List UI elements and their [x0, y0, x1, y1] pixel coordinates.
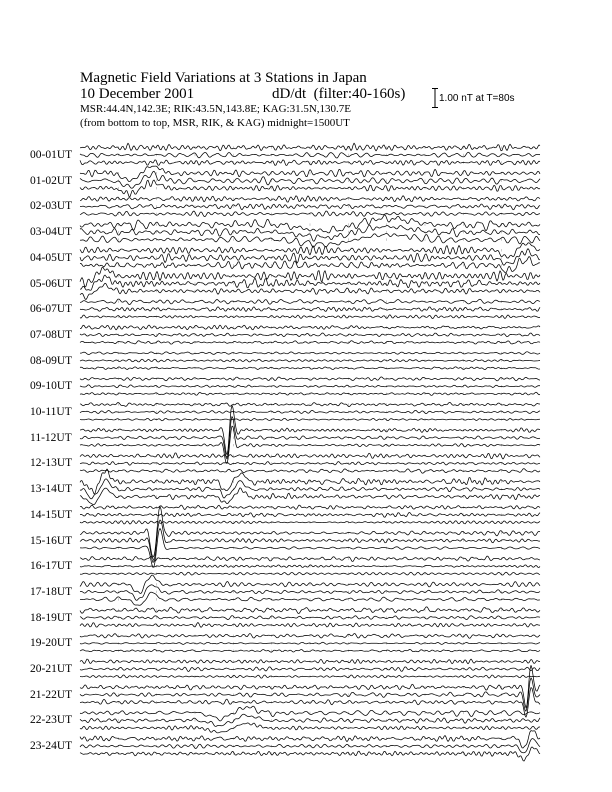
hour-row: [80, 633, 540, 652]
row-label: 12-13UT: [30, 457, 73, 470]
trace-rik: [80, 512, 540, 517]
hour-row: [80, 243, 540, 273]
trace-rik: [80, 417, 540, 459]
hour-row: [80, 453, 540, 473]
hour-row: [80, 575, 540, 605]
hour-row: [80, 143, 540, 165]
trace-msr: [80, 521, 540, 525]
row-label: 01-02UT: [30, 174, 73, 187]
row-label: 16-17UT: [30, 560, 73, 573]
hour-row: [80, 607, 540, 628]
station-coordinates: MSR:44.4N,142.3E; RIK:43.5N,143.8E; KAG:31.5N,130.7E: [80, 103, 352, 115]
hour-row: [80, 325, 540, 344]
hour-row: [80, 352, 540, 370]
hour-row: [80, 556, 540, 575]
row-label: 02-03UT: [30, 200, 73, 213]
hour-row: [80, 267, 540, 299]
row-label: 00-01UT: [30, 149, 73, 161]
row-label: 15-16UT: [30, 534, 73, 547]
trace-kag: [80, 196, 540, 203]
hour-row: [80, 706, 540, 733]
row-label: 18-19UT: [30, 611, 73, 624]
row-label: 23-24UT: [30, 740, 73, 753]
hour-row: [80, 659, 540, 678]
row-label: 07-08UT: [30, 328, 73, 341]
trace-rik: [80, 520, 540, 563]
trace-kag: [80, 659, 540, 664]
row-label: 21-22UT: [30, 688, 73, 701]
row-label: 22-23UT: [30, 714, 73, 727]
trace-msr: [80, 426, 540, 463]
hour-row: [80, 215, 540, 247]
chart-date: 10 December 2001: [80, 86, 195, 102]
chart-title: Magnetic Field Variations at 3 Stations in Japan: [80, 70, 367, 86]
trace-rik: [80, 462, 540, 466]
row-label: 19-20UT: [30, 637, 73, 650]
row-label: 08-09UT: [30, 354, 73, 367]
row-label: 06-07UT: [30, 303, 73, 316]
row-label: 09-10UT: [30, 380, 73, 393]
hour-row: [80, 299, 540, 318]
row-label: 20-21UT: [30, 663, 73, 675]
trace-msr: [80, 723, 540, 733]
trace-msr: [80, 488, 540, 505]
hour-row: [80, 196, 540, 217]
row-label: 14-15UT: [30, 508, 73, 521]
scale-label: 1.00 nT at T=80s: [439, 93, 515, 104]
trace-rik: [80, 616, 540, 620]
trace-rik: [80, 739, 540, 753]
hour-row: [80, 469, 540, 505]
filter-label: (filter:40-160s): [313, 86, 406, 102]
row-label: 17-18UT: [30, 585, 73, 598]
station-order-note: (from bottom to top, MSR, RIK, & KAG) midnight=1500UT: [80, 117, 350, 129]
row-label: 03-04UT: [30, 226, 73, 239]
row-label: 11-12UT: [30, 431, 72, 444]
hour-row: [80, 166, 540, 196]
hour-row: [80, 505, 540, 524]
row-label: 04-05UT: [30, 251, 73, 264]
hour-row: [80, 665, 540, 717]
hour-row: [80, 731, 540, 761]
row-label: 05-06UT: [30, 277, 73, 290]
component-label: dD/dt: [272, 86, 307, 102]
hour-row: [80, 377, 540, 395]
row-label: 13-14UT: [30, 483, 73, 496]
row-label: 10-11UT: [30, 406, 72, 418]
hour-row: [80, 402, 540, 420]
